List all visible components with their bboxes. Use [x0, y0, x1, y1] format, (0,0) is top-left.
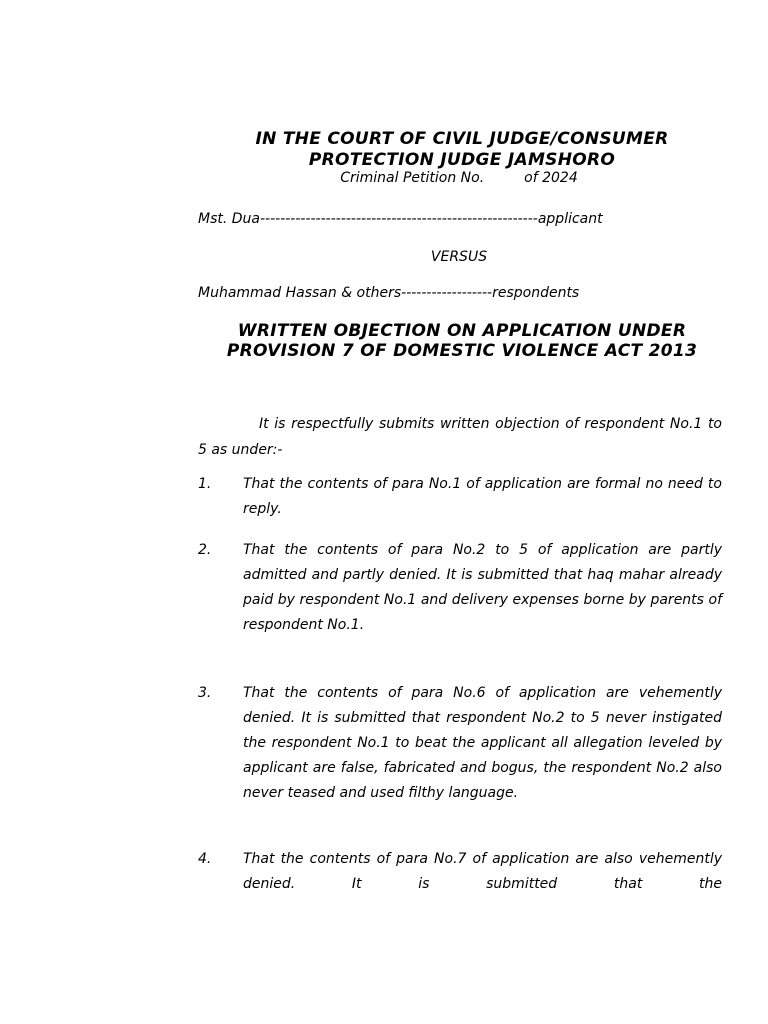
applicant-line: Mst. Dua-------------------------------------------------------applicant: [198, 211, 603, 227]
paragraph-text: That the contents of para No.1 of application are formal no need to reply.: [243, 476, 722, 517]
petition-year: of 2024: [524, 170, 578, 186]
versus-label: VERSUS: [430, 249, 488, 265]
paragraph-text: That the contents of para No.6 of application are vehemently denied. It is submitted that respondent No.2 to 5 never instigated the respondent No.1 to beat the applicant all allegation leveled by applicant are false, fabricated and bogus, the respondent No.2 also never teased and used filthy language.: [243, 685, 722, 801]
respondents-line: Muhammad Hassan & others------------------respondents: [198, 285, 580, 301]
intro-paragraph: It is respectfully submits written objection of respondent No.1 to 5 as under:-: [198, 416, 722, 458]
paragraph-2: [198, 538, 722, 638]
petition-number: [198, 169, 720, 187]
paragraph-1: [198, 472, 722, 522]
paragraph-number: 3.: [198, 685, 212, 701]
paragraph-number: 2.: [198, 542, 212, 558]
document-title: WRITTEN OBJECTION ON APPLICATION UNDER PROVISION 7 OF DOMESTIC VIOLENCE ACT 2013: [226, 321, 698, 361]
paragraph-4: [198, 847, 722, 897]
paragraph-text: That the contents of para No.2 to 5 of application are partly admitted and partly denied. It is submitted that haq mahar already paid by respondent No.1 and delivery expenses borne by parents of respondent No.1.: [243, 542, 722, 633]
petition-label: Criminal Petition No.: [340, 170, 485, 186]
court-title: IN THE COURT OF CIVIL JUDGE/CONSUMER PROTECTION JUDGE JAMSHORO: [255, 129, 669, 170]
paragraph-3: [198, 681, 722, 806]
paragraph-number: 4.: [198, 851, 212, 867]
paragraph-number: 1.: [198, 476, 212, 492]
paragraph-text: That the contents of para No.7 of application are also vehemently denied. It is submitted that the: [243, 851, 722, 892]
